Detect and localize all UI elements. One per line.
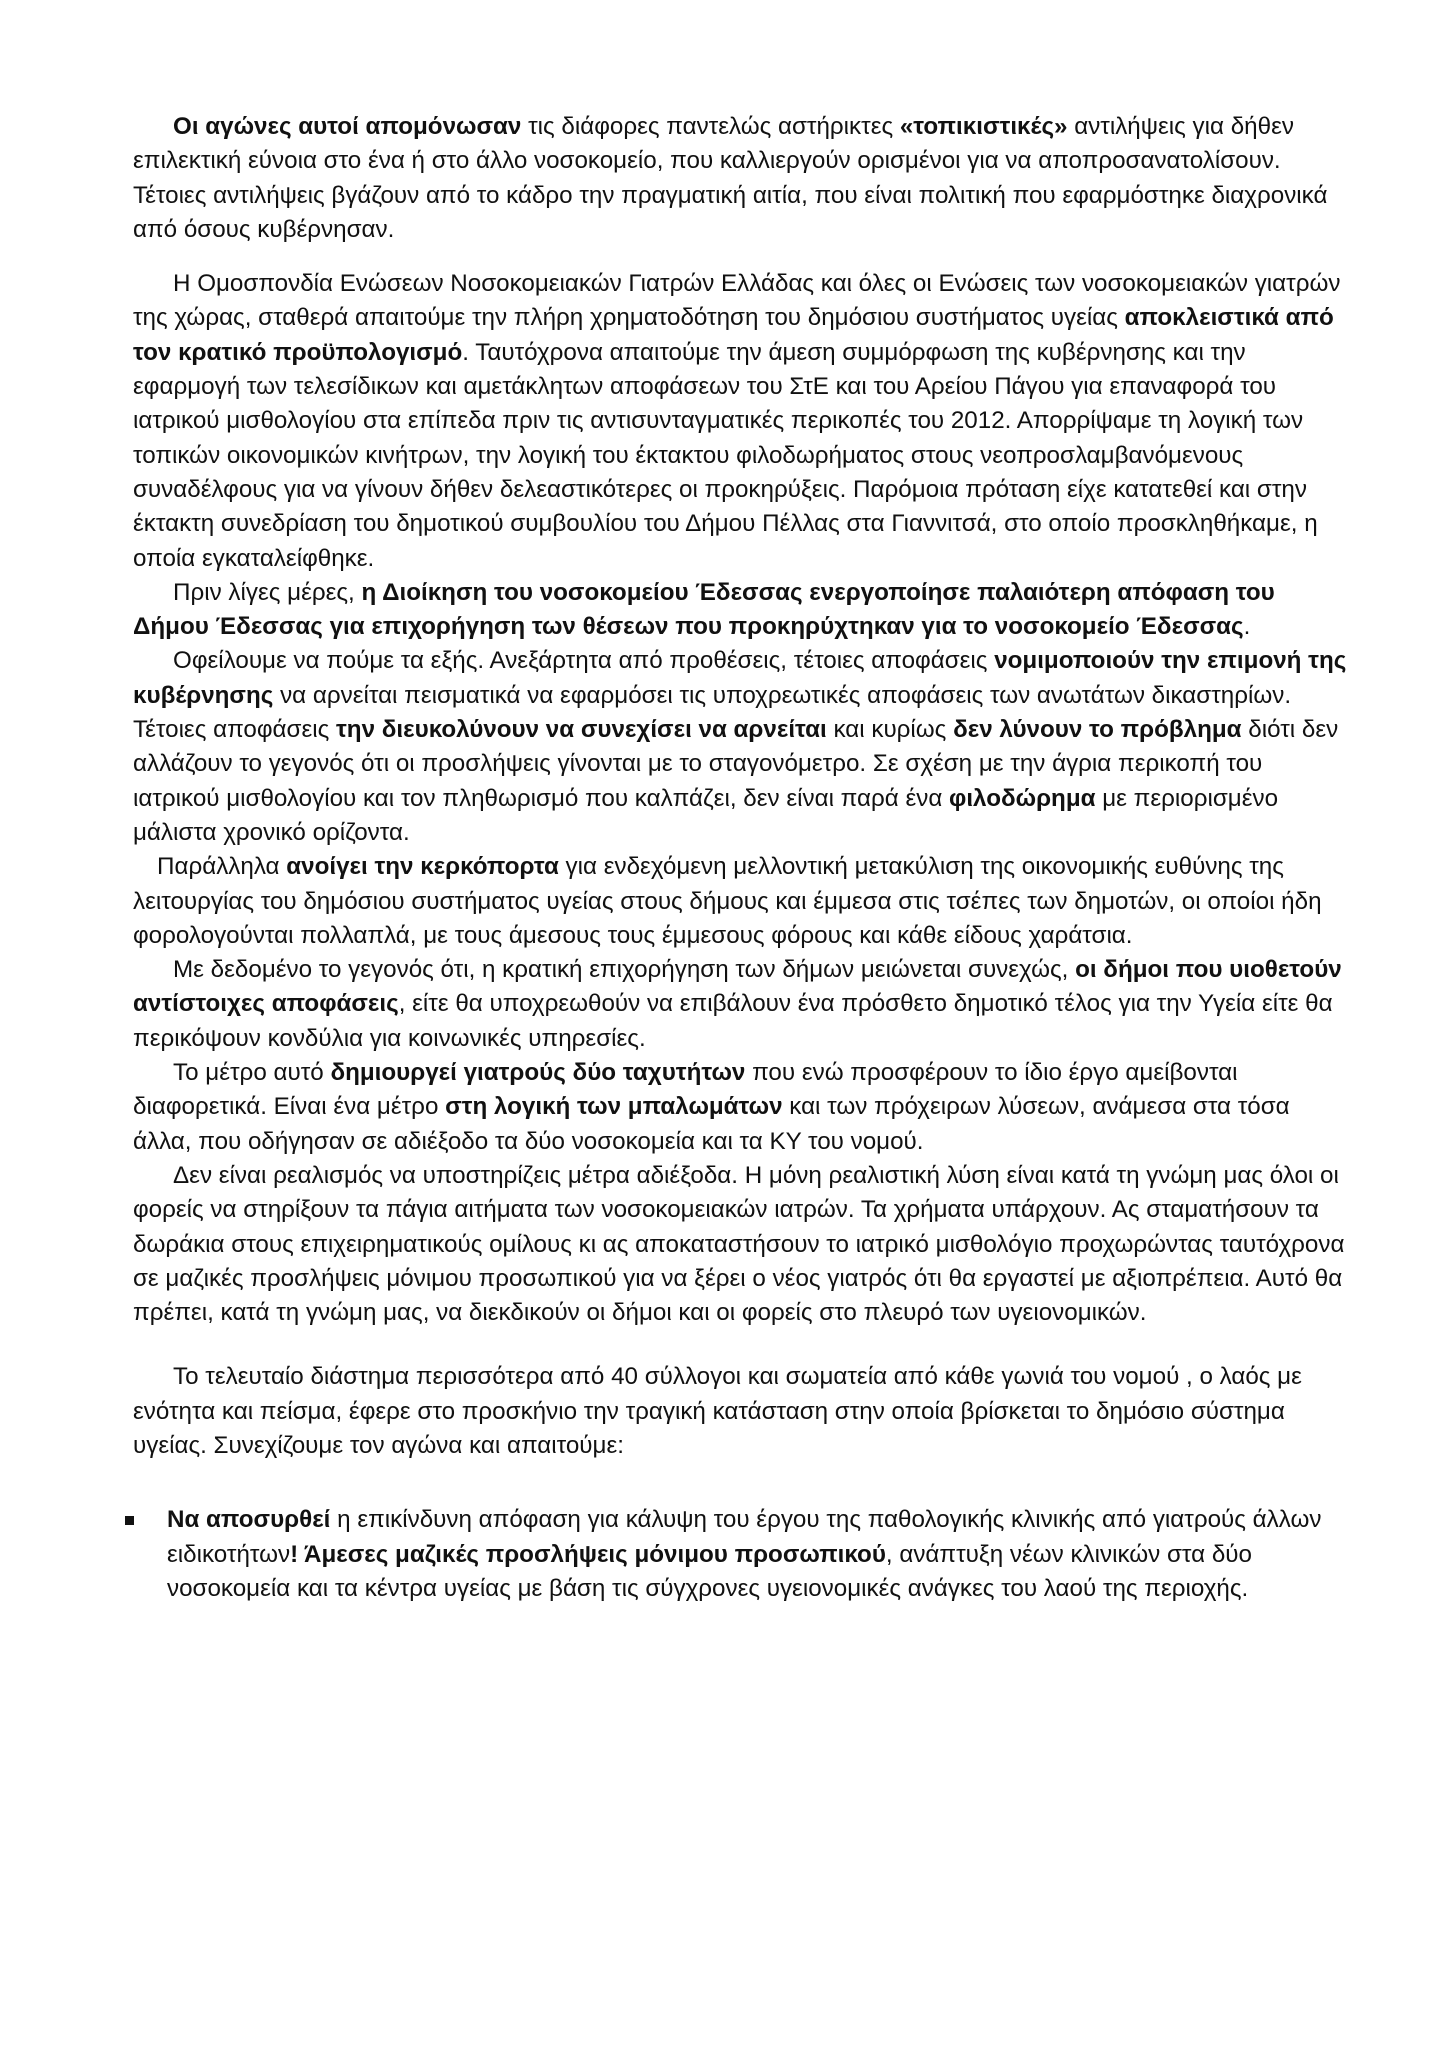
bold-text-run: δεν λύνουν το πρόβλημα <box>953 716 1242 744</box>
bold-text-run: οι δήμοι που υιοθετούν αντίστοιχες αποφάσεις <box>133 956 1342 1018</box>
bold-text-run: ! Άμεσες μαζικές προσλήψεις μόνιμου προσωπικού <box>290 1540 886 1568</box>
text-run: και των πρόχειρων λύσεων, ανάμεσα στα τόσα άλλα, που οδήγησαν σε αδιέξοδο τα δύο νοσοκομεία και τα ΚΥ του νομού. <box>133 1093 1290 1155</box>
text-run: Το μέτρο αυτό <box>173 1059 331 1087</box>
bold-text-run: Οι αγώνες αυτοί απομόνωσαν <box>173 113 522 140</box>
text-run: . <box>1243 613 1251 641</box>
square-bullet-icon <box>125 1516 134 1525</box>
text-run: η επικίνδυνη απόφαση για κάλυψη του έργου της παθολογικής κλινικής από γιατρούς άλλων ειδικοτήτων <box>167 1506 1322 1568</box>
paragraph-9 <box>133 1360 1348 1463</box>
text-run: Δεν είναι ρεαλισμός να υποστηρίζεις μέτρα αδιέξοδα. Η μόνη ρεαλιστική λύση είναι κατά τη γνώμη μας όλοι οι φορείς να στηρίξουν τα πάγια αιτήματα των νοσοκομειακών ιατρών. Τα χρήματα υπάρχουν. Ας σταματήσουν τα δωράκια στους επιχειρηματικούς ομίλους κι ας αποκαταστήσουν το ιατρικό μισθολόγιο προχωρώντας ταυτόχρονα σε μαζικές προσλήψεις μόνιμου προσωπικού για να ξέρει ο νέος γιατρός ότι θα εργαστεί με αξιοπρέπεια. Αυτό θα πρέπει, κατά τη γνώμη μας, να διεκδικούν οι δήμοι και οι φορείς στο πλευρό των υγειονομικών. <box>133 1161 1345 1327</box>
text-run: Πριν λίγες μέρες, <box>173 578 362 606</box>
text-run: αντιλήψεις για δήθεν επιλεκτική εύνοια στο ένα ή στο άλλο νοσοκομείο, που καλλιεργούν ορισμένοι για να αποπροσανατολίσουν. Τέτοιες αντιλήψεις βγάζουν από το κάδρο την πραγματική αιτία, που είναι πολιτική που εφαρμόστηκε διαχρονικά από όσους κυβέρνησαν. <box>133 113 1328 243</box>
text-run: να αρνείται πεισματικά να εφαρμόσει τις υποχρεωτικές αποφάσεις των ανωτάτων δικαστηρίων. Τέτοιες αποφάσεις <box>133 681 1292 744</box>
paragraph-6 <box>133 953 1348 1056</box>
paragraph-4 <box>133 644 1348 850</box>
bold-text-run: «τοπικιστικές» <box>899 113 1068 140</box>
text-run: και κυρίως <box>826 716 954 744</box>
text-run: Οφείλουμε να πούμε τα εξής. Ανεξάρτητα από προθέσεις, τέτοιες αποφάσεις <box>173 647 995 675</box>
text-run: , είτε θα υποχρεωθούν να επιβάλουν ένα πρόσθετο δημοτικό τέλος για την Υγεία είτε θα περικόψουν κονδύλια για κοινωνικές υπηρεσίες. <box>133 990 1333 1052</box>
bold-text-run: στη λογική των μπαλωμάτων <box>445 1093 783 1121</box>
paragraph-1 <box>133 110 1348 247</box>
text-run: . Ταυτόχρονα απαιτούμε την άμεση συμμόρφωση της κυβέρνησης και την εφαρμογή των τελεσίδικων και αμετάκλητων αποφάσεων του ΣτΕ και του Αρείου Πάγου για επαναφορά του ιατρικού μισθολογίου στα επίπεδα πριν τις αντισυνταγματικές περικοπές του 2012. Απορρίψαμε τη λογική των τοπικών οικονομικών κινήτρων, την λογική του έκτακτου φιλοδωρήματος στους νεοπροσλαμβανόμενους συναδέλφους για να γίνουν δήθεν δελεαστικότερες οι προκηρύξεις. Παρόμοια πρόταση είχε κατατεθεί και στην έκτακτη συνεδρίαση του δημοτικού συμβουλίου του Δήμου Πέλλας στα Γιαννιτσά, στο οποίο προσκληθήκαμε, η οποία εγκαταλείφθηκε. <box>133 338 1318 572</box>
bold-text-run: την διευκολύνουν να συνεχίσει να αρνείται <box>336 716 827 744</box>
text-run: Το τελευταίο διάστημα περισσότερα από 40 σύλλογοι και σωματεία από κάθε γωνιά του νομού , ο λαός με ενότητα και πείσμα, έφερε στο προσκήνιο την τραγική κατάσταση στην οποία βρίσκεται το δημόσιο σύστημα υγείας. Συνεχίζουμε τον αγώνα και απαιτούμε: <box>133 1363 1302 1459</box>
text-run: διότι δεν αλλάζουν το γεγονός ότι οι προσλήψεις γίνονται με το σταγονόμετρο. Σε σχέση με την άγρια περικοπή του ιατρικού μισθολογίου και τον πληθωρισμό που καλπάζει, δεν είναι παρά ένα <box>133 716 1339 812</box>
list-item-text <box>167 1506 1321 1602</box>
bold-text-run: ανοίγει την κερκόπορτα <box>286 853 559 881</box>
bold-text-run: Να αποσυρθεί <box>167 1506 331 1534</box>
bold-text-run: αποκλειστικά από τον κρατικό προϋπολογισμό <box>133 304 1334 366</box>
paragraph-2 <box>133 267 1348 576</box>
text-run: για ενδεχόμενη μελλοντική μετακύλιση της οικονομικής ευθύνης της λειτουργίας του δημόσιου συστήματος υγείας στους δήμους και έμμεσα στις τσέπες των δημοτών, οι οποίοι ήδη φορολογούνται πολλαπλά, με τους άμεσους τους έμμεσους φόρους και κάθε είδους χαράτσια. <box>133 853 1322 949</box>
text-run: που ενώ προσφέρουν το ίδιο έργο αμείβονται διαφορετικά. Είναι ένα μέτρο <box>133 1059 1238 1121</box>
demands-list <box>133 1503 1348 1606</box>
text-run: Με δεδομένο το γεγονός ότι, η κρατική επιχορήγηση των δήμων μειώνεται συνεχώς, <box>173 956 1076 984</box>
list-item <box>133 1503 1348 1606</box>
text-run: , ανάπτυξη νέων κλινικών στα δύο νοσοκομεία και τα κέντρα υγείας με βάση τις σύγχρονες υγειονομικές ανάγκες του λαού της περιοχής. <box>167 1540 1252 1602</box>
bold-text-run: νομιμοποιούν την επιμονή της κυβέρνησης <box>133 647 1347 709</box>
bold-text-run: η Διοίκηση του νοσοκομείου Έδεσσας ενεργοποίησε παλαιότερη απόφαση του Δήμου Έδεσσας για επιχορήγηση των θέσεων που προκηρύχτηκαν για το νοσοκομείο Έδεσσας <box>133 578 1275 641</box>
text-run: Η Ομοσπονδία Ενώσεων Νοσοκομειακών Γιατρών Ελλάδας και όλες οι Ενώσεις των νοσοκομειακών γιατρών της χώρας, σταθερά απαιτούμε την πλήρη χρηματοδότηση του δημόσιου συστήματος υγείας <box>133 270 1341 332</box>
paragraph-5 <box>133 850 1348 953</box>
paragraph-7 <box>133 1056 1348 1159</box>
text-run: με περιορισμένο μάλιστα χρονικό ορίζοντα. <box>133 784 1279 846</box>
paragraph-3 <box>133 576 1348 645</box>
text-run: Παράλληλα <box>157 853 287 881</box>
text-run: τις διάφορες παντελώς αστήρικτες <box>521 113 900 140</box>
bold-text-run: φιλοδώρημα <box>949 784 1096 812</box>
bold-text-run: δημιουργεί γιατρούς δύο ταχυτήτων <box>330 1059 746 1087</box>
paragraph-8 <box>133 1159 1348 1330</box>
